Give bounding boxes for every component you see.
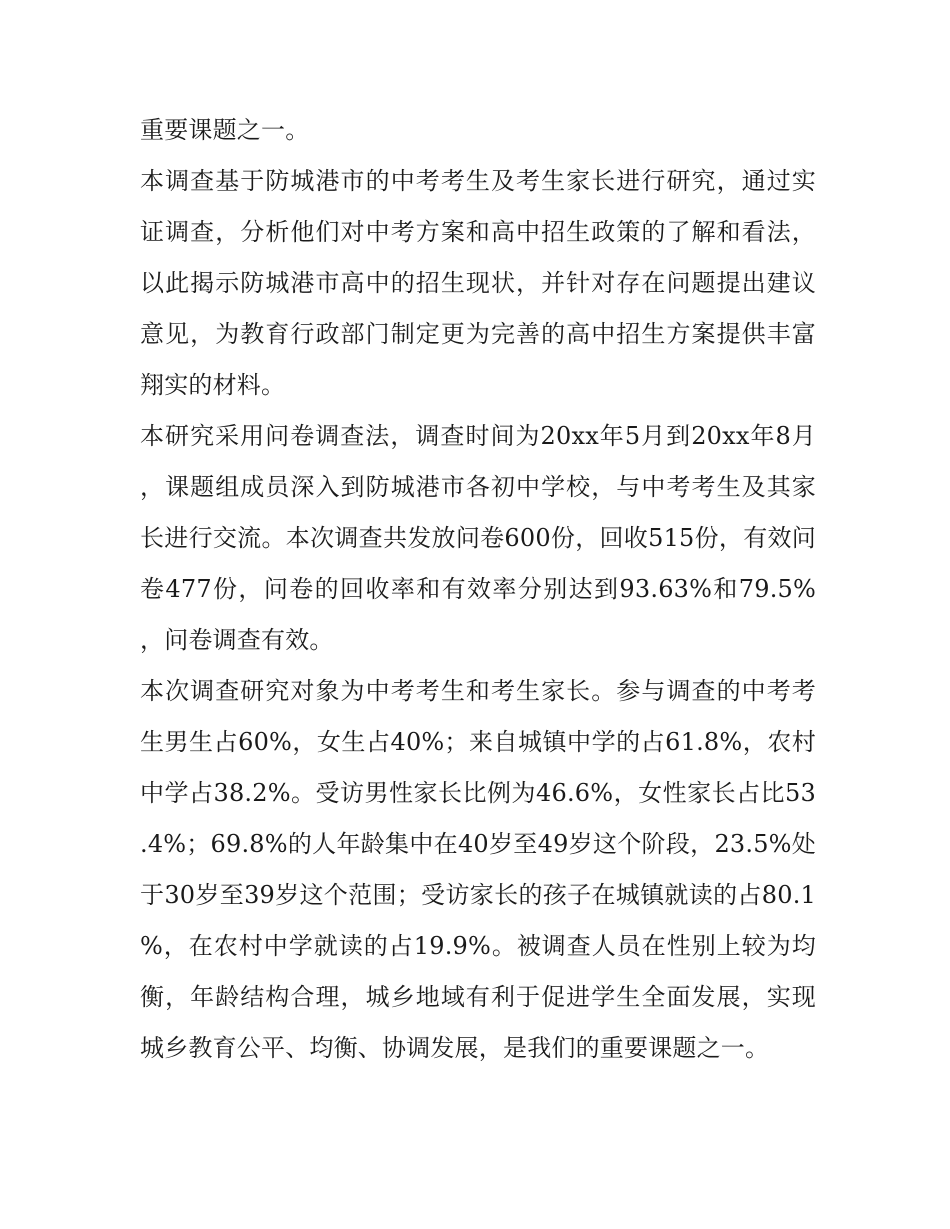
paragraph-research-purpose: 本调查基于防城港市的中考考生及考生家长进行研究，通过实证调查，分析他们对中考方案和高中招生政策的了解和看法，以此揭示防城港市高中的招生现状，并针对存在问题提出建议意见，为教育行政部门制定更为完善的高中招生方案提供丰富翔实的材料。 [140, 167, 816, 399]
document-body [140, 105, 816, 1074]
paragraph-survey-method: 本研究采用问卷调查法，调查时间为20xx年5月到20xx年8月，课题组成员深入到防城港市各初中学校，与中考考生及其家长进行交流。本次调查共发放问卷600份，回收515份，有效问卷477份，问卷的回收率和有效率分别达到93.63%和79.5%，问卷调查有效。 [140, 422, 816, 654]
paragraph-continuation: 重要课题之一。 [140, 116, 310, 144]
paragraph-survey-subjects: 本次调查研究对象为中考考生和考生家长。参与调查的中考考生男生占60%，女生占40%；来自城镇中学的占61.8%，农村中学占38.2%。受访男性家长比例为46.6%，女性家长占比53.4%；69.8%的人年龄集中在40岁至49岁这个阶段，23.5%处于30岁至39岁这个范围；受访家长的孩子在城镇就读的占80.1%，在农村中学就读的占19.9%。被调查人员在性别上较为均衡，年龄结构合理，城乡地域有利于促进学生全面发展，实现城乡教育公平、均衡、协调发展，是我们的重要课题之一。 [140, 677, 816, 1062]
